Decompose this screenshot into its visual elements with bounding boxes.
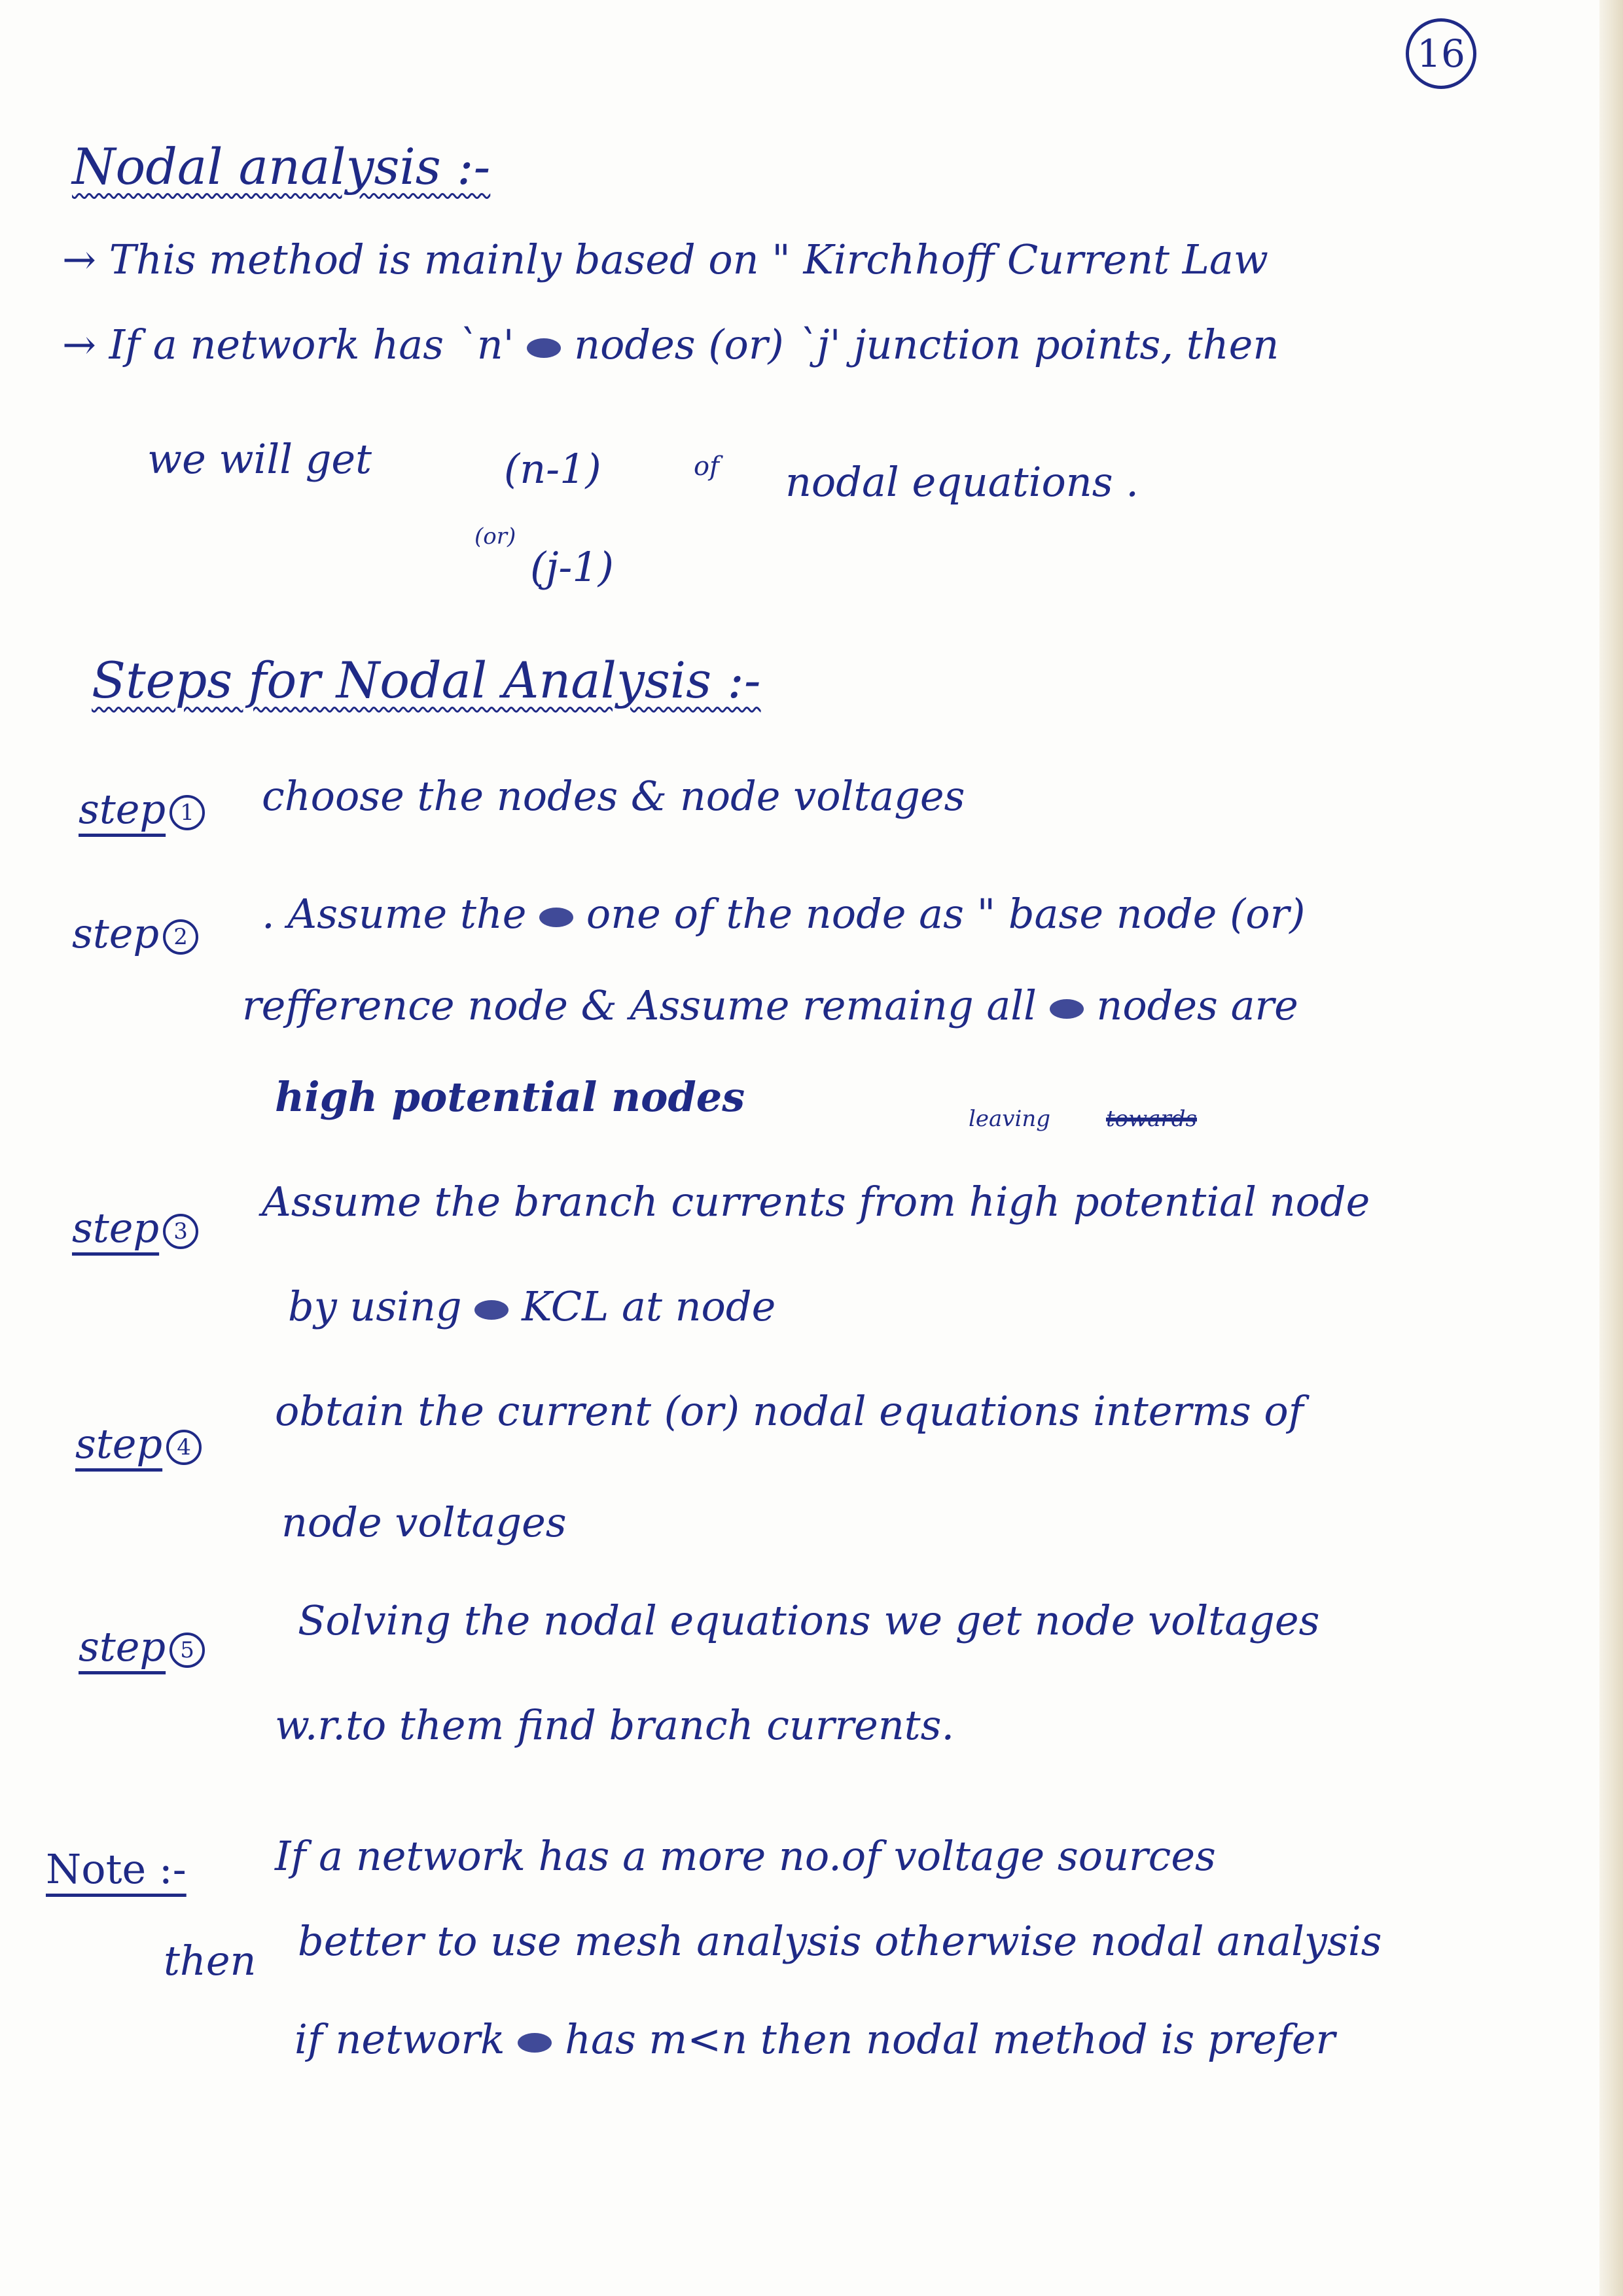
expression-n-minus-1: (n-1): [504, 445, 601, 493]
step-3-label: step 3: [72, 1204, 198, 1252]
step-5-line-2: w.r.to them find branch currents.: [275, 1701, 955, 1749]
step-5-text: Solving the nodal equations we get node voltages: [298, 1597, 1320, 1644]
step-1-label: step 1: [79, 785, 205, 833]
crossed-out-mark: [518, 2033, 552, 2053]
step-3-struck-word: towards: [1106, 1106, 1197, 1132]
step-2-line-2: refference node & Assume remaing all nodes are: [242, 981, 1298, 1029]
crossed-out-mark: [474, 1300, 508, 1320]
intro-line-3-prefix: we will get: [147, 435, 372, 483]
step-5-label: step 5: [79, 1623, 205, 1670]
crossed-out-mark: [1050, 999, 1084, 1019]
step-3-line-2: by using KCL at node: [288, 1282, 776, 1330]
step-2-text: . Assume the one of the node as " base node (or): [262, 890, 1306, 938]
step-2-number: 2: [163, 919, 198, 955]
step-4-number: 4: [166, 1430, 202, 1465]
intro-line-2: → If a network has `n' nodes (or) `j' junction points, then: [62, 321, 1279, 368]
crossed-out-mark: [527, 338, 561, 358]
note-line-3: if network has m<n then nodal method is prefer: [294, 2015, 1336, 2063]
step-1-text: choose the nodes & node voltages: [262, 772, 965, 820]
step-2-label: step 2: [72, 910, 198, 957]
step-4-text: obtain the current (or) nodal equations interms of: [275, 1387, 1304, 1435]
note-line-2: better to use mesh analysis otherwise nodal analysis: [298, 1917, 1382, 1965]
step-3-text: Assume the branch currents from high potential node: [262, 1178, 1370, 1226]
step-2-line-3: high potential nodes: [275, 1073, 745, 1121]
note-line-1: If a network has a more no.of voltage sources: [275, 1832, 1216, 1880]
crossed-out-mark: [539, 908, 573, 927]
word-of: of: [694, 451, 719, 482]
page-number: 16: [1406, 18, 1476, 89]
step-3-number: 3: [163, 1214, 198, 1249]
intro-line-3-suffix: nodal equations .: [785, 458, 1139, 506]
note-label: Note :-: [46, 1845, 187, 1893]
section-title-nodal-analysis: Nodal analysis :-: [72, 137, 491, 196]
step-1-number: 1: [169, 795, 205, 830]
step-3-insert-leaving: leaving: [969, 1106, 1051, 1132]
step-4-label: step 4: [75, 1420, 202, 1468]
step-4-line-2: node voltages: [281, 1498, 567, 1546]
or-label: (or): [474, 523, 516, 550]
note-line-2-prefix: then: [164, 1937, 257, 1985]
intro-line-1: → This method is mainly based on " Kirchhoff Current Law: [62, 236, 1268, 283]
expression-j-minus-1: (j-1): [530, 543, 614, 591]
section-title-steps: Steps for Nodal Analysis :-: [92, 651, 761, 709]
step-5-number: 5: [169, 1633, 205, 1668]
notebook-binding-edge: [1599, 0, 1623, 2296]
